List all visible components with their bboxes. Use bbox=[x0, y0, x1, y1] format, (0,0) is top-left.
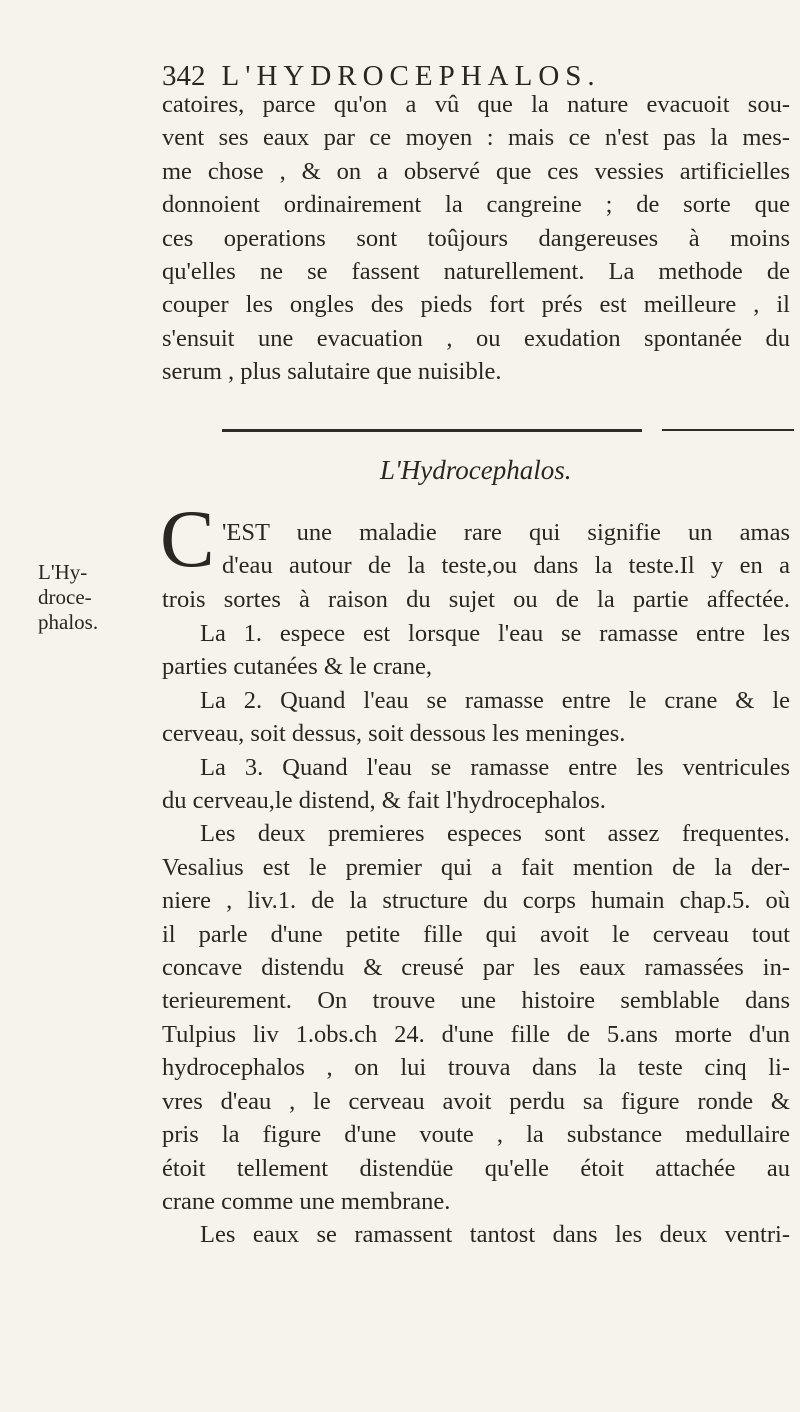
first-paragraph-end bbox=[162, 583, 790, 616]
text-line: qu'elles ne se fassent naturellement. La methode de bbox=[162, 258, 790, 286]
divider-thin-segment bbox=[662, 429, 794, 431]
text-line: parties cutanées & le crane, bbox=[162, 653, 433, 681]
text-line: hydrocephalos , on lui trouva dans la teste cinq li- bbox=[162, 1054, 790, 1082]
text-line: La 2. Quand l'eau se ramasse entre le crane & le bbox=[200, 686, 790, 714]
text-line: pris la figure d'une voute , la substance medullaire bbox=[162, 1121, 790, 1149]
text-line: niere , liv.1. de la structure du corps humain chap.5. où bbox=[162, 887, 790, 915]
text-line: catoires, parce qu'on a vû que la nature evacuoit sou- bbox=[162, 91, 790, 118]
drop-cap: C bbox=[160, 493, 215, 584]
text-line: 'EST une maladie rare qui signifie un amas bbox=[222, 519, 790, 546]
text-line: me chose , & on a observé que ces vessies artificielles bbox=[162, 157, 790, 185]
text-line: vent ses eaux par ce moyen : mais ce n'est pas la mes- bbox=[162, 124, 790, 152]
margin-note-line: L'Hy- bbox=[38, 560, 88, 584]
text-line: concave distendu & creusé par les eaux ramassées in- bbox=[162, 954, 790, 982]
section-title: L'Hydrocephalos. bbox=[380, 455, 572, 485]
margin-note-line: droce- bbox=[38, 585, 92, 609]
text-line: donnoient ordinairement la cangreine ; de sorte que bbox=[162, 191, 790, 219]
text-line: du cerveau,le distend, & fait l'hydrocephalos. bbox=[162, 787, 606, 815]
text-line: La 3. Quand l'eau se ramasse entre les ventricules bbox=[200, 753, 790, 781]
body-text bbox=[162, 617, 790, 1252]
text-line: cerveau, soit dessus, soit dessous les meninges. bbox=[162, 720, 626, 748]
text-line: trois sortes à raison du sujet ou de la partie affectée. bbox=[162, 586, 790, 613]
text-line: Les deux premieres especes sont assez frequentes. bbox=[200, 820, 790, 848]
section-divider bbox=[222, 428, 794, 432]
text-line: couper les ongles des pieds fort prés est meilleure , il bbox=[162, 291, 790, 319]
text-line: La 1. espece est lorsque l'eau se ramasse entre les bbox=[200, 620, 790, 647]
text-line: terieurement. On trouve une histoire semblable dans bbox=[162, 987, 790, 1015]
text-line: étoit tellement distendüe qu'elle étoit attachée au bbox=[162, 1154, 790, 1182]
running-title: L'HYDROCEPHALOS. bbox=[221, 60, 601, 92]
text-line: d'eau autour de la teste,ou dans la teste.Il y en a bbox=[222, 552, 790, 580]
first-paragraph-indent bbox=[222, 516, 790, 583]
text-line: il parle d'une petite fille qui avoit le cerveau tout bbox=[162, 920, 790, 948]
page-number: 342 bbox=[162, 60, 206, 92]
text-line: ces operations sont toûjours dangereuses à moins bbox=[162, 224, 790, 252]
text-line: s'ensuit une evacuation , ou exudation spontanée du bbox=[162, 324, 790, 352]
text-line: Vesalius est le premier qui a fait mention de la der- bbox=[162, 853, 790, 881]
continued-paragraph bbox=[162, 88, 790, 389]
text-line: crane comme une membrane. bbox=[162, 1187, 451, 1215]
text-line: Les eaux se ramassent tantost dans les deux ventri- bbox=[200, 1221, 790, 1249]
text-line: vres d'eau , le cerveau avoit perdu sa figure ronde & bbox=[162, 1087, 790, 1115]
text-line: Tulpius liv 1.obs.ch 24. d'une fille de 5.ans morte d'un bbox=[162, 1020, 790, 1048]
margin-note-line: phalos. bbox=[38, 610, 99, 634]
margin-note bbox=[38, 560, 158, 635]
text-line: serum , plus salutaire que nuisible. bbox=[162, 358, 502, 386]
divider-thick-segment bbox=[222, 429, 642, 432]
